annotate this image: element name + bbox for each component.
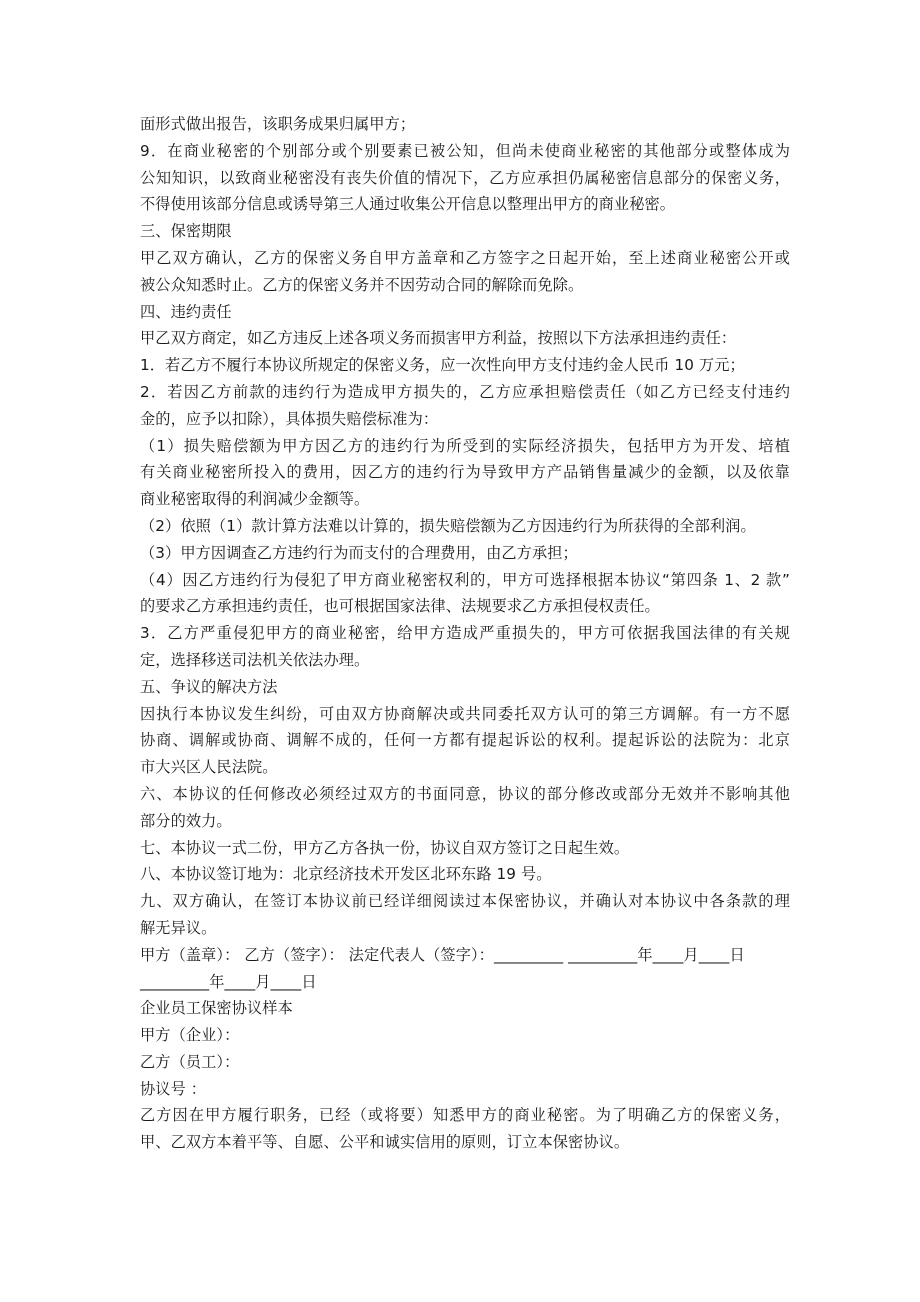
paragraph-line: 不得使用该部分信息或诱导第三人通过收集公开信息以整理出甲方的商业秘密。: [140, 195, 676, 214]
section-heading: 四、违约责任: [140, 302, 232, 321]
paragraph-line: （3）甲方因调查乙方违约行为而支付的合理费用，由乙方承担；: [140, 543, 578, 562]
paragraph-line: （2）依照（1）款计算方法难以计算的，损失赔偿额为乙方因违约行为所获得的全部利润。: [140, 516, 756, 535]
paragraph-line: 市大兴区人民法院。: [140, 758, 278, 777]
paragraph-line: 七、本协议一式二份，甲方乙方各执一份，协议自双方签订之日起生效。: [140, 838, 630, 857]
paragraph-line: 因执行本协议发生纠纷，可由双方协商解决或共同委托双方认可的第三方调解。有一方不愿: [140, 704, 790, 723]
paragraph-line: 九、双方确认，在签订本协议前已经详细阅读过本保密协议，并确认对本协议中各条款的理: [140, 892, 790, 911]
paragraph-line: 六、本协议的任何修改必须经过双方的书面同意，协议的部分修改或部分无效并不影响其他: [140, 784, 790, 803]
document-page: [140, 111, 790, 1156]
paragraph-line: （1）损失赔偿额为甲方因乙方的违约行为所受到的实际经济损失，包括甲方为开发、培植: [140, 436, 790, 455]
paragraph-line: 甲、乙双方本着平等、自愿、公平和诚实信用的原则，订立本保密协议。: [140, 1133, 630, 1152]
section-heading: 五、争议的解决方法: [140, 677, 278, 696]
section-heading: 三、保密期限: [140, 222, 232, 241]
paragraph-line: 解无异议。: [140, 918, 217, 937]
paragraph-line: 金的，应予以扣除），具体损失赔偿标准为：: [140, 409, 439, 428]
paragraph-line: 定，选择移送司法机关依法办理。: [140, 650, 370, 669]
paragraph-line: （4）因乙方违约行为侵犯了甲方商业秘密权利的，甲方可选择根据本协议“第四条 1、2 款”: [140, 570, 790, 589]
paragraph-line: 公知知识，以致商业秘密没有丧失价值的情况下，乙方应承担仍属秘密信息部分的保密义务，: [140, 168, 790, 187]
document-title: 企业员工保密协议样本: [140, 999, 293, 1018]
paragraph-line: 1．若乙方不履行本协议所规定的保密义务，应一次性向甲方支付违约金人民币 10 万元；: [140, 356, 745, 375]
paragraph-line: 乙方因在甲方履行职务，已经（或将要）知悉甲方的商业秘密。为了明确乙方的保密义务，: [140, 1106, 790, 1125]
paragraph-line: 面形式做出报告，该职务成果归属甲方；: [140, 115, 416, 133]
agreement-number-line: 协议号 ：: [140, 1079, 207, 1098]
paragraph-line: 商业秘密取得的利润减少金额等。: [140, 490, 370, 509]
paragraph-line: 甲乙双方确认，乙方的保密义务自甲方盖章和乙方签字之日起开始，至上述商业秘密公开或: [140, 248, 790, 267]
paragraph-line: 协商、调解或协商、调解不成的，任何一方都有提起诉讼的权利。提起诉讼的法院为：北京: [140, 731, 790, 750]
paragraph-line: 甲乙双方商定，如乙方违反上述各项义务而损害甲方利益，按照以下方法承担违约责任：: [140, 329, 737, 348]
paragraph-line: 被公众知悉时止。乙方的保密义务并不因劳动合同的解除而免除。: [140, 275, 584, 294]
signature-date-line: _________年____月____日: [140, 972, 317, 991]
paragraph-line: 9．在商业秘密的个别部分或个别要素已被公知，但尚未使商业秘密的其他部分或整体成为: [140, 141, 790, 160]
paragraph-line: 2．若因乙方前款的违约行为造成甲方损失的，乙方应承担赔偿责任（如乙方已经支付违约: [140, 382, 790, 401]
paragraph-line: 有关商业秘密所投入的费用，因乙方的违约行为导致甲方产品销售量减少的金额，以及依靠: [140, 463, 790, 482]
paragraph-line: 部分的效力。: [140, 811, 232, 830]
party-a-line: 甲方（企业）：: [140, 1026, 240, 1045]
paragraph-line: 八、本协议签订地为：北京经济技术开发区北环东路 19 号。: [140, 865, 552, 884]
paragraph-line: 3．乙方严重侵犯甲方的商业秘密，给甲方造成严重损失的，甲方可依据我国法律的有关规: [140, 624, 790, 643]
party-b-line: 乙方（员工）：: [140, 1052, 240, 1071]
signature-line: 甲方（盖章）： 乙方（签字）： 法定代表人（签字）：_________ _________年____月____日: [140, 945, 745, 964]
paragraph-line: 的要求乙方承担违约责任，也可根据国家法律、法规要求乙方承担侵权责任。: [140, 597, 660, 616]
